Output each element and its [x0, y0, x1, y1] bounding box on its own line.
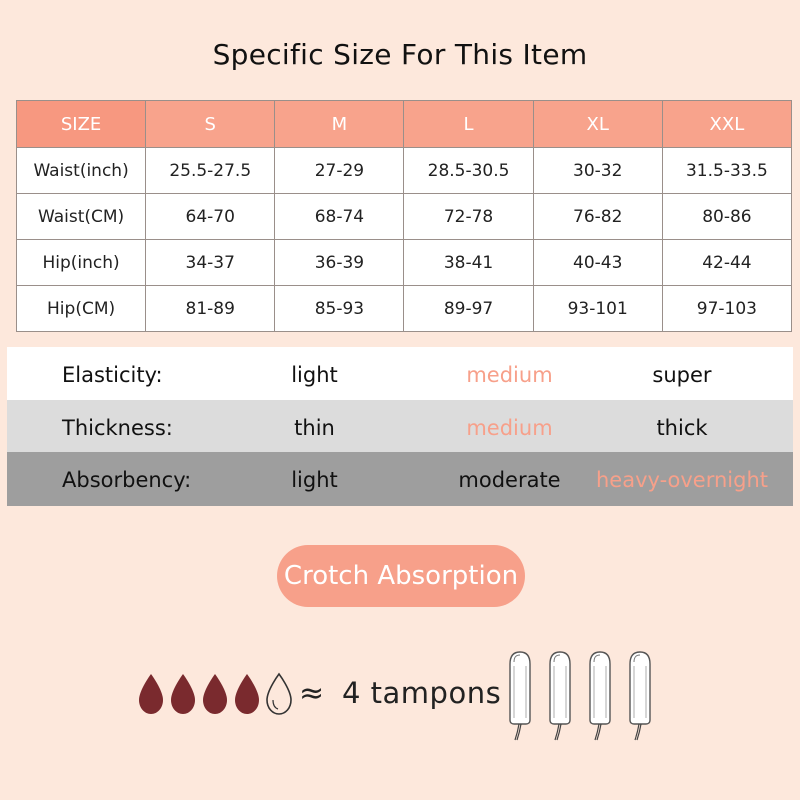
size-header-xxl: XXL	[662, 101, 791, 148]
size-chart-table	[16, 100, 792, 332]
table-cell: 25.5-27.5	[146, 148, 275, 194]
property-row-thickness	[7, 400, 793, 452]
drop-filled-icon	[136, 672, 166, 716]
property-option: light	[291, 363, 338, 387]
property-option: moderate	[458, 468, 561, 492]
property-row-absorbency	[7, 452, 793, 506]
table-cell: 85-93	[275, 286, 404, 332]
size-header-row	[17, 101, 792, 148]
property-label: Thickness:	[62, 416, 173, 440]
row-label: Waist(CM)	[17, 194, 146, 240]
property-label: Elasticity:	[62, 363, 163, 387]
table-row	[17, 148, 792, 194]
property-option: medium	[466, 363, 553, 387]
table-cell: 28.5-30.5	[404, 148, 533, 194]
size-header-s: S	[146, 101, 275, 148]
approx-symbol: ≈	[299, 676, 325, 711]
table-cell: 36-39	[275, 240, 404, 286]
row-label: Hip(CM)	[17, 286, 146, 332]
table-cell: 64-70	[146, 194, 275, 240]
table-cell: 34-37	[146, 240, 275, 286]
drop-filled-icon	[232, 672, 262, 716]
tampon-icon	[585, 650, 615, 744]
tampon-icon	[625, 650, 655, 744]
table-cell: 38-41	[404, 240, 533, 286]
table-cell: 81-89	[146, 286, 275, 332]
table-cell: 30-32	[533, 148, 662, 194]
table-cell: 80-86	[662, 194, 791, 240]
property-option: light	[291, 468, 338, 492]
property-row-elasticity	[7, 347, 793, 400]
size-header-xl: XL	[533, 101, 662, 148]
size-header-label: SIZE	[17, 101, 146, 148]
tampon-icon	[545, 650, 575, 744]
table-row	[17, 240, 792, 286]
tampon-icon	[505, 650, 535, 744]
table-cell: 76-82	[533, 194, 662, 240]
table-cell: 42-44	[662, 240, 791, 286]
table-cell: 93-101	[533, 286, 662, 332]
table-row	[17, 286, 792, 332]
drop-empty-icon	[264, 672, 294, 716]
row-label: Hip(inch)	[17, 240, 146, 286]
table-row	[17, 194, 792, 240]
table-cell: 97-103	[662, 286, 791, 332]
drop-filled-icon	[168, 672, 198, 716]
size-header-m: M	[275, 101, 404, 148]
property-option: medium	[466, 416, 553, 440]
page-title: Specific Size For This Item	[212, 38, 588, 71]
crotch-absorption-badge: Crotch Absorption	[277, 545, 525, 607]
table-cell: 31.5-33.5	[662, 148, 791, 194]
table-cell: 89-97	[404, 286, 533, 332]
row-label: Waist(inch)	[17, 148, 146, 194]
property-label: Absorbency:	[62, 468, 192, 492]
product-properties	[7, 347, 793, 506]
tampon-equivalent-text: 4 tampons	[342, 676, 502, 710]
table-cell: 27-29	[275, 148, 404, 194]
property-option: super	[652, 363, 712, 387]
table-cell: 40-43	[533, 240, 662, 286]
property-option: heavy-overnight	[595, 468, 769, 492]
table-cell: 68-74	[275, 194, 404, 240]
size-header-l: L	[404, 101, 533, 148]
table-cell: 72-78	[404, 194, 533, 240]
property-option: thin	[294, 416, 335, 440]
property-option: thick	[656, 416, 708, 440]
drop-filled-icon	[200, 672, 230, 716]
